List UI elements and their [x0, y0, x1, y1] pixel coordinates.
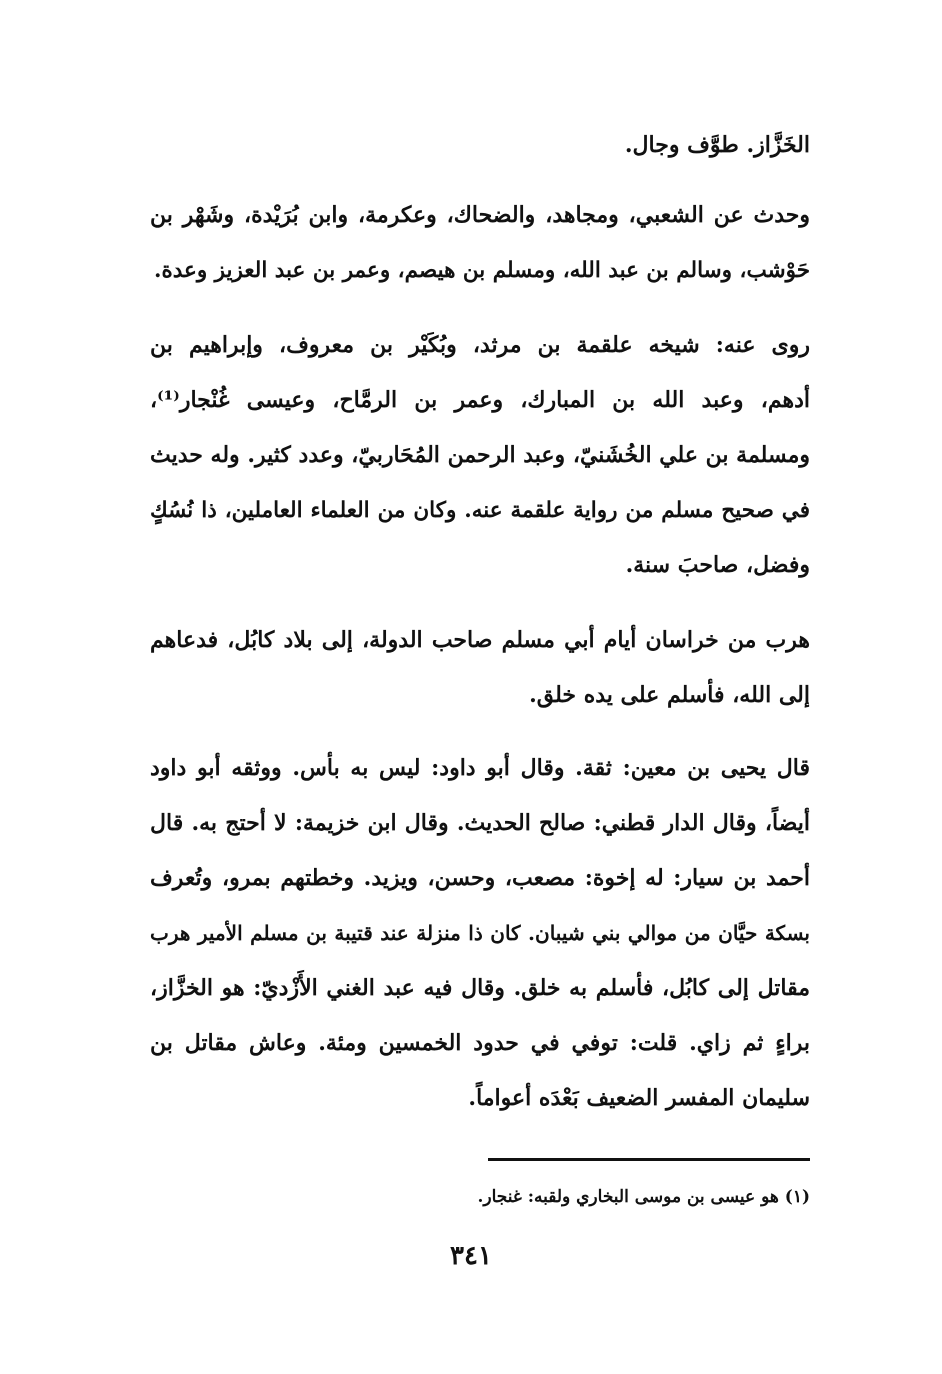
text-line: سليمان المفسر الضعيف بَعْدَه أعواماً.	[468, 1085, 810, 1111]
paragraph-4	[150, 613, 810, 723]
text-line: مقاتل إلى كابُل، فأسلم به خلق. وقال فيه عبد الغني الأَزْديّ: هو الخزَّاز،	[150, 975, 810, 1001]
text-line: أحمد بن سيار: له إخوة: مصعب، وحسن، ويزيد. وخطتهم بمرو، وتُعرف	[150, 865, 810, 891]
page-number: ٣٤١	[450, 1241, 492, 1271]
paragraph-2	[150, 188, 810, 298]
paragraph-5	[150, 741, 810, 1126]
text-line: روى عنه: شيخه علقمة بن مرثد، وبُكَيْر بن معروف، وإبراهيم بن	[150, 332, 810, 358]
text-line: ومسلمة بن علي الخُشَنيّ، وعبد الرحمن المُحَاربيّ، وعدد كثير. وله حديث	[150, 442, 810, 468]
paragraph-1	[150, 118, 810, 173]
text-line: قال يحيى بن معين: ثقة. وقال أبو داود: ليس به بأس. ووثقه أبو داود	[150, 755, 810, 781]
paragraph-3	[150, 318, 810, 593]
text-line: أدهم، وعبد الله بن المبارك، وعمر بن الرمَّاح، وعيسى غُنْجار⁽¹⁾،	[150, 387, 810, 413]
text-line: هرب من خراسان أيام أبي مسلم صاحب الدولة، إلى بلاد كابُل، فدعاهم	[150, 627, 810, 653]
footnote: (١) هو عيسى بن موسى البخاري ولقبه: غنجار.	[477, 1187, 810, 1207]
text-line: وحدث عن الشعبي، ومجاهد، والضحاك، وعكرمة، وابن بُرَيْدة، وشَهْر بن	[150, 202, 810, 228]
text-line: براءٍ ثم زاي. قلت: توفي في حدود الخمسين ومئة. وعاش مقاتل بن	[150, 1030, 810, 1056]
text-line: بسكة حيَّان من موالي بني شيبان. كان ذا منزلة عند قتيبة بن مسلم الأمير هرب	[150, 921, 810, 945]
text-line: حَوْشب، وسالم بن عبد الله، ومسلم بن هيصم، وعمر بن عبد العزيز وعدة.	[153, 258, 810, 283]
text-line: إلى الله، فأسلم على يده خلق.	[529, 682, 810, 708]
text-line: وفضل، صاحبَ سنة.	[625, 552, 810, 578]
text-line: في صحيح مسلم من رواية علقمة عنه. وكان من العلماء العاملين، ذا نُسُكٍ	[150, 498, 810, 523]
footnote-divider	[488, 1158, 810, 1161]
text-line: الخَزَّاز. طوَّف وجال.	[624, 132, 810, 158]
text-line: أيضاً، وقال الدار قطني: صالح الحديث. وقال ابن خزيمة: لا أحتج به. قال	[150, 810, 810, 836]
